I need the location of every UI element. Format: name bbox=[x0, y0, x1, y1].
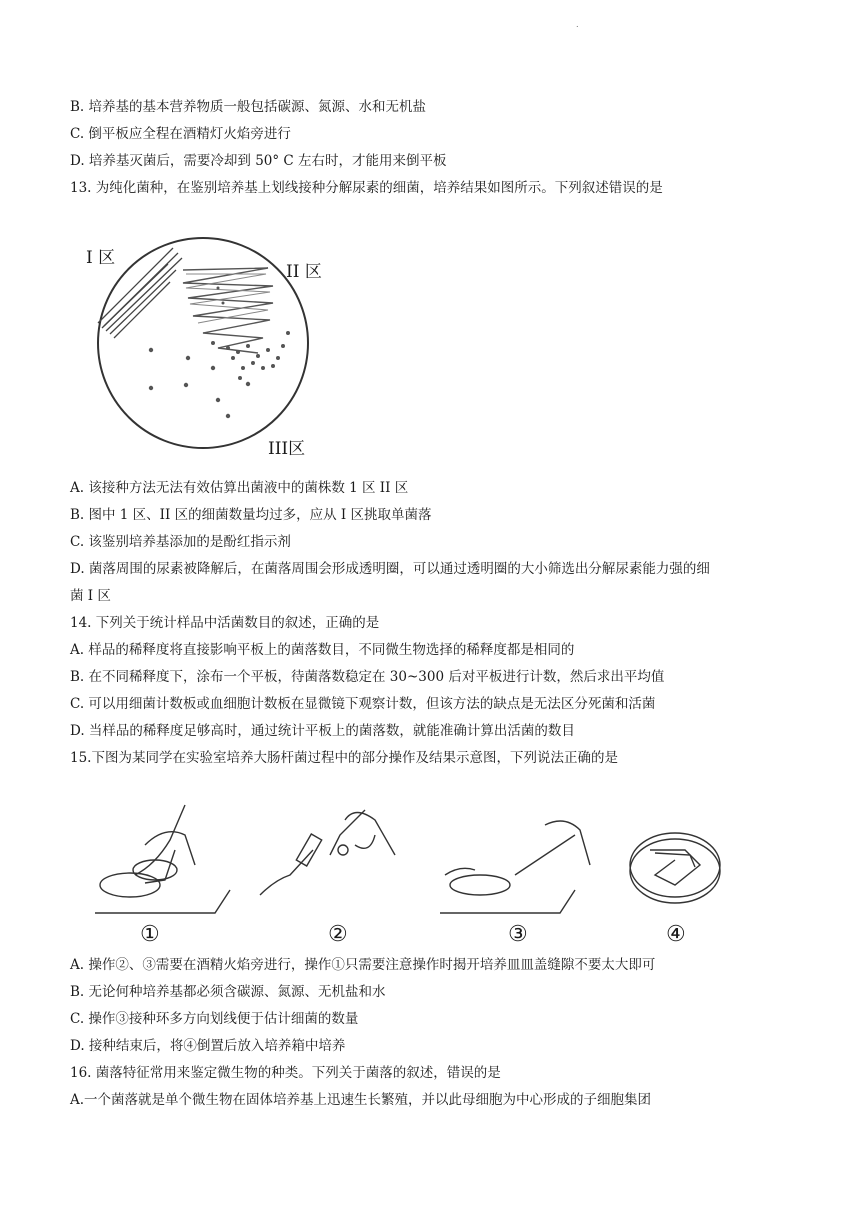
operations-figure bbox=[75, 795, 735, 945]
region-iii-label: III区 bbox=[268, 439, 306, 459]
q14-option-a: A. 样品的稀释度将直接影响平板上的菌落数目，不同微生物选择的稀释度都是相同的 bbox=[70, 642, 575, 658]
q15-option-d: D. 接种结束后，将④倒置后放入培养箱中培养 bbox=[70, 1038, 346, 1054]
q13-option-d: D. 菌落周围的尿素被降解后，在菌落周围会形成透明圈，可以通过透明圈的大小筛选出分解尿素能力强的细 bbox=[70, 561, 710, 577]
q14-option-b: B. 在不同稀释度下，涂布一个平板，待菌落数稳定在 30~300 后对平板进行计数，然后求出平均值 bbox=[70, 669, 665, 685]
q13-option-b: B. 图中 1 区、II 区的细菌数量均过多，应从 I 区挑取单菌落 bbox=[70, 507, 432, 523]
q15-option-a: A. 操作②、③需要在酒精火焰旁进行，操作①只需要注意操作时揭开培养皿皿盖缝隙不要太大即可 bbox=[70, 957, 656, 973]
q14-stem: 14. 下列关于统计样品中活菌数目的叙述，正确的是 bbox=[70, 615, 380, 631]
q15-stem: 15.下图为某同学在实验室培养大肠杆菌过程中的部分操作及结果示意图，下列说法正确的是 bbox=[70, 750, 618, 766]
q13-option-a: A. 该接种方法无法有效估算出菌液中的菌株数 1 区 II 区 bbox=[70, 480, 409, 496]
q16-option-a: A.一个菌落就是单个微生物在固体培养基上迅速生长繁殖，并以此母细胞为中心形成的子细胞集团 bbox=[70, 1092, 652, 1108]
operation-1-label: ① bbox=[140, 922, 160, 947]
q16-stem: 16. 菌落特征常用来鉴定微生物的种类。下列关于菌落的叙述，错误的是 bbox=[70, 1065, 501, 1081]
q12-option-b: B. 培养基的基本营养物质一般包括碳源、氮源、水和无机盐 bbox=[70, 99, 427, 115]
q14-option-c: C. 可以用细菌计数板或血细胞计数板在显微镜下观察计数，但该方法的缺点是无法区分死菌和活菌 bbox=[70, 696, 656, 712]
q13-option-d-cont: 菌 I 区 bbox=[70, 588, 111, 604]
region-i-label: I 区 bbox=[86, 248, 116, 268]
operation-3-label: ③ bbox=[508, 922, 528, 947]
q13-stem: 13. 为纯化菌种，在鉴别培养基上划线接种分解尿素的细菌，培养结果如图所示。下列叙述错误的是 bbox=[70, 180, 663, 196]
q15-option-b: B. 无论何种培养基都必须含碳源、氮源、无机盐和水 bbox=[70, 984, 386, 1000]
q13-option-c: C. 该鉴别培养基添加的是酚红指示剂 bbox=[70, 534, 291, 550]
header-dot: . bbox=[576, 20, 579, 29]
operation-4-label: ④ bbox=[666, 922, 686, 947]
region-ii-label: II 区 bbox=[286, 262, 322, 282]
q14-option-d: D. 当样品的稀释度足够高时，通过统计平板上的菌落数，就能准确计算出活菌的数目 bbox=[70, 723, 575, 739]
operation-2-label: ② bbox=[328, 922, 348, 947]
q15-option-c: C. 操作③接种环多方向划线便于估计细菌的数量 bbox=[70, 1011, 359, 1027]
q12-option-d: D. 培养基灭菌后，需要冷却到 50° C 左右时，才能用来倒平板 bbox=[70, 153, 447, 169]
q12-option-c: C. 倒平板应全程在酒精灯火焰旁进行 bbox=[70, 126, 291, 142]
